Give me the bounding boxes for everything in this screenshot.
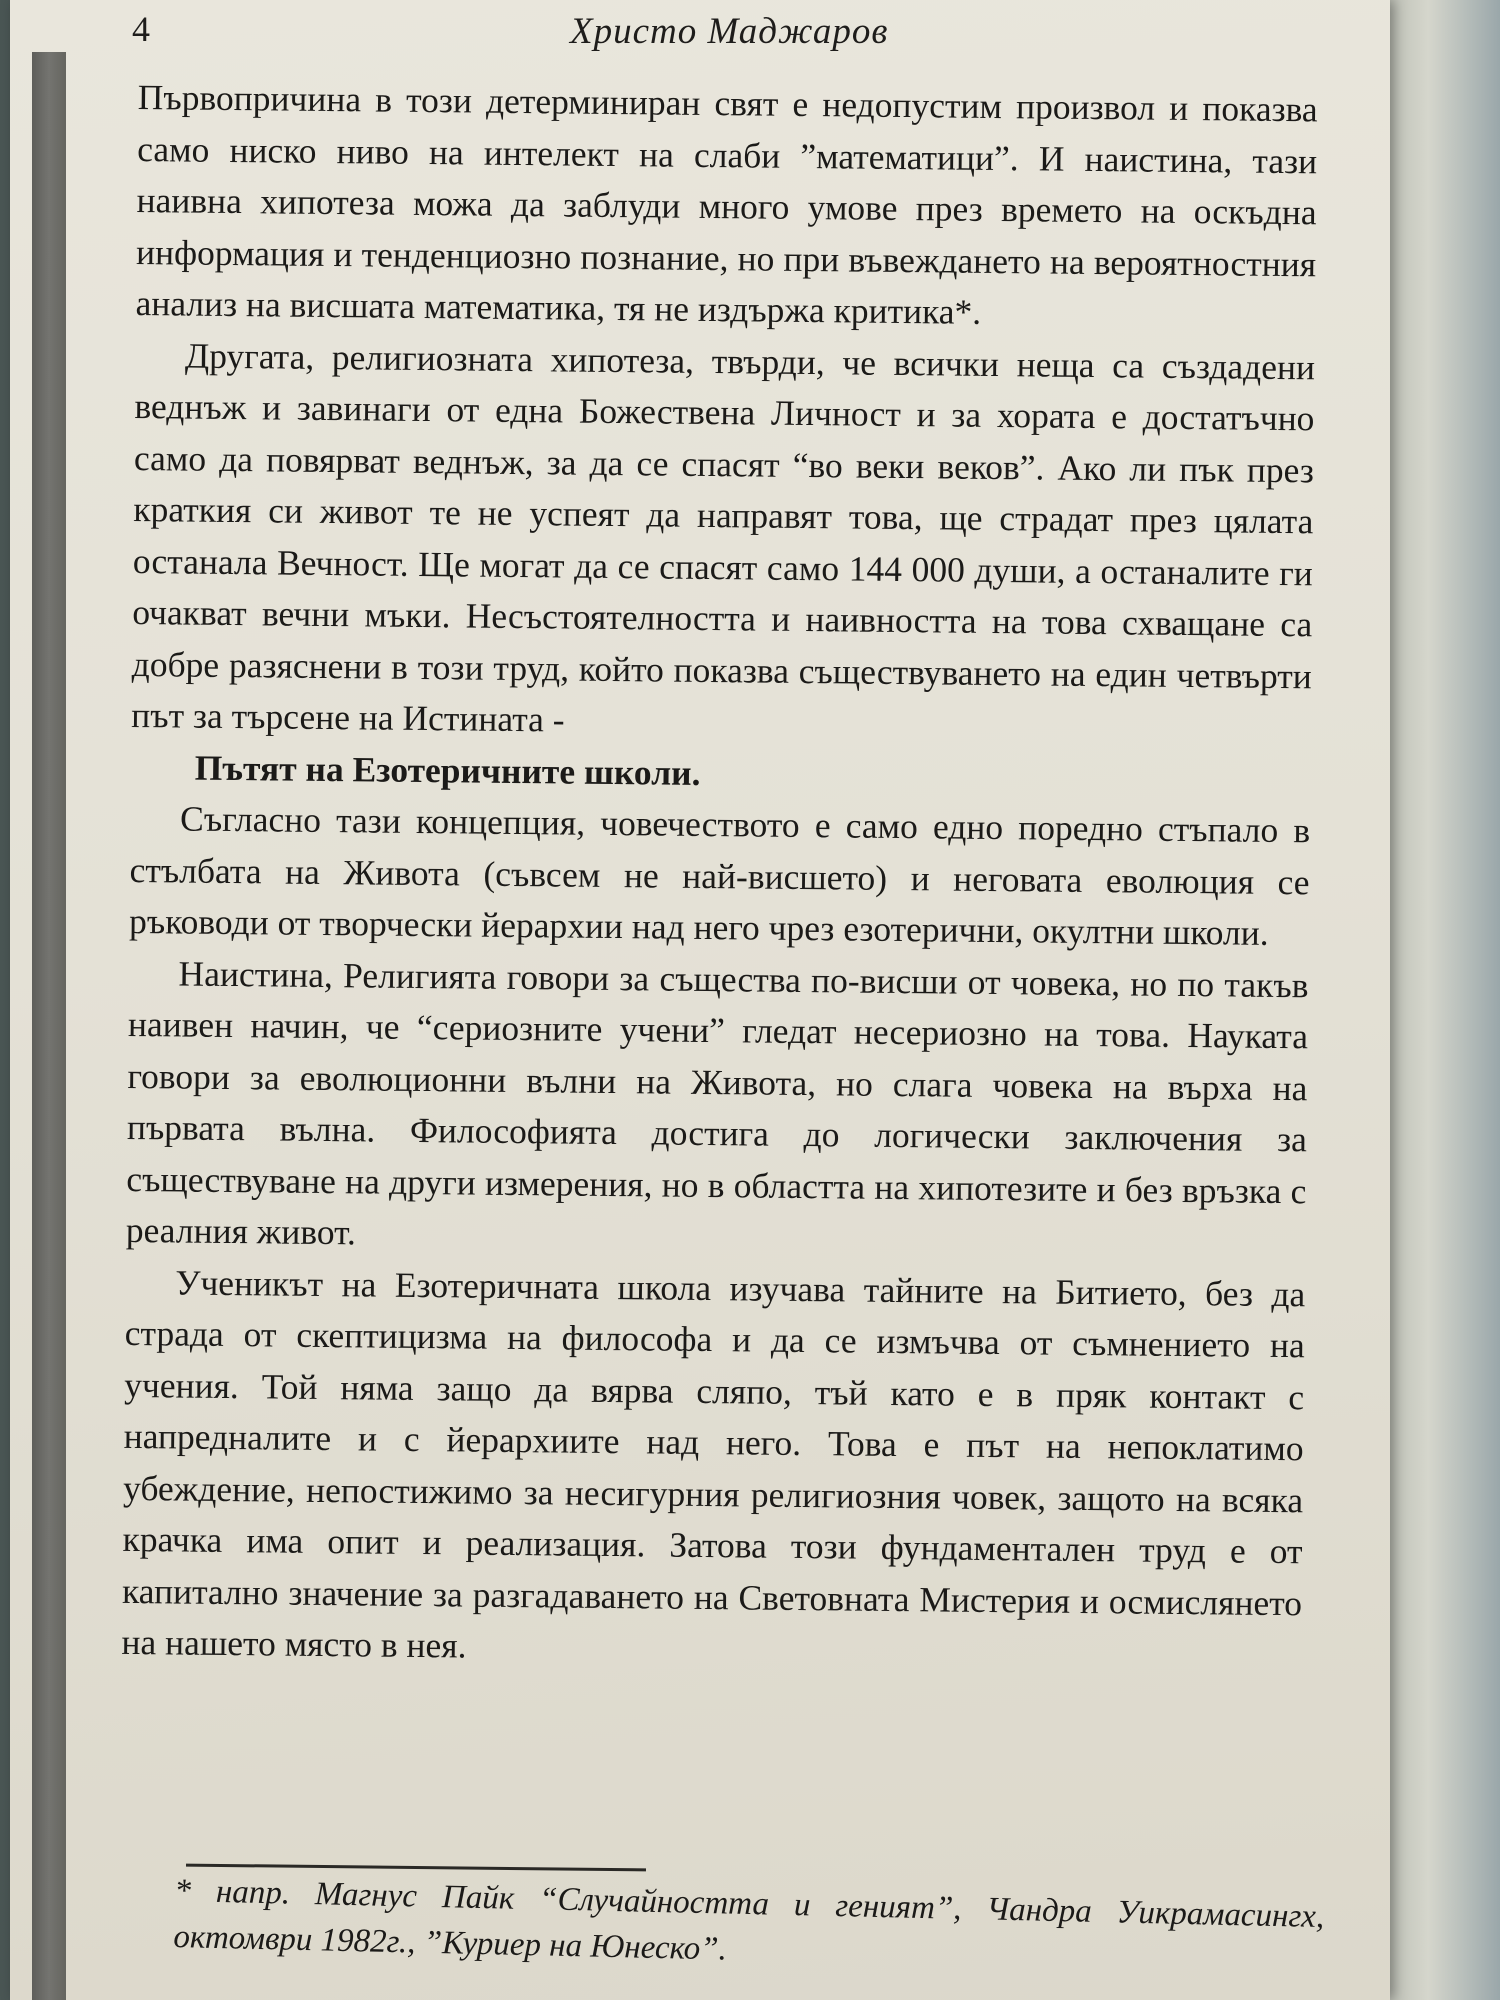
paragraph-5: Ученикът на Езотеричната школа изучава тайните на Битието, без да страда от скептицизма на философа и да се измъчва от съмнението на учения. Той няма защо да вярва сляпо, тъй като е в пряк контакт с напредналите и с йерархиите над него. Това е път на непоклатимо убеждение, непостижимо за несигурния религиозния човек, защото на всяка крачка има опит и реализация. Затова този фундаментален труд е от капитално значение за разгадаването на Световната Мистерия и осмислянето на нашето място в нея. <box>121 1261 1306 1666</box>
background-edge <box>1380 0 1500 2000</box>
running-title: Христо Маджаров <box>570 11 889 52</box>
paragraph-2: Другата, религиозната хипотеза, твърди, че всички неща са създадени веднъж и завинаги от една Божествена Личност и за хората е достатъчно само да повярват веднъж, за да се спасят “во веки веков”. Ако ли пък през краткия си живот те не успеят да направят това, ще страдат през цялата останала Вечност. Ще могат да се спасят само 144 000 души, а останалите ги очакват вечни мъки. Несъстоятелността и наивността на това схващане са добре разяснени в този труд, който показва съществуването на един четвърти път за търсене на Истината - <box>131 335 1316 740</box>
section-heading-text: Пътят на Езотеричните школи <box>194 747 692 793</box>
paragraph-4: Наистина, Религията говори за същества по-висши от човека, но по такъв наивен начин, че “сериозните учени” гледат несериозно на това. Науката говори за еволюционни вълни на Живота, но слага човека на върха на първата вълна. Философията достига до логически заключения за съществуване на други измерения, но в областта на хипотезите и без връзка с реалния живот. <box>125 952 1309 1253</box>
book-page <box>10 0 1390 2000</box>
page-header <box>10 8 1390 58</box>
body-text <box>121 72 1318 1681</box>
page-side-bar <box>32 52 66 2000</box>
page-number: 4 <box>132 9 150 49</box>
paragraph-1: Първопричина в този детерминиран свят е недопустим произвол и показва само ниско ниво на интелект на слаби ”математици”. И наистина, тази наивна хипотеза можа да заблуди много умове през времето на оскъдна информация и тенденциозно познание, но при въвеждането на вероятностния анализ на висшата математика, тя не издържа критика*. <box>135 76 1318 332</box>
footnote-text: * напр. Магнус Пайк “Случайността и геният”, Чандра Уикрамасингх, октомври 1982г., ”Куриер на Юнеско”. <box>173 1872 1325 1968</box>
footnote <box>173 1868 1325 1986</box>
paragraph-3: Съгласно тази концепция, човечеството е само едно поредно стъпало в стълбата на Живота (съвсем не най-висшето) и неговата еволюция се ръководи от творчески йерархии над него чрез езотерични, окултни школи. <box>128 798 1311 953</box>
section-heading-period: . <box>691 752 701 793</box>
